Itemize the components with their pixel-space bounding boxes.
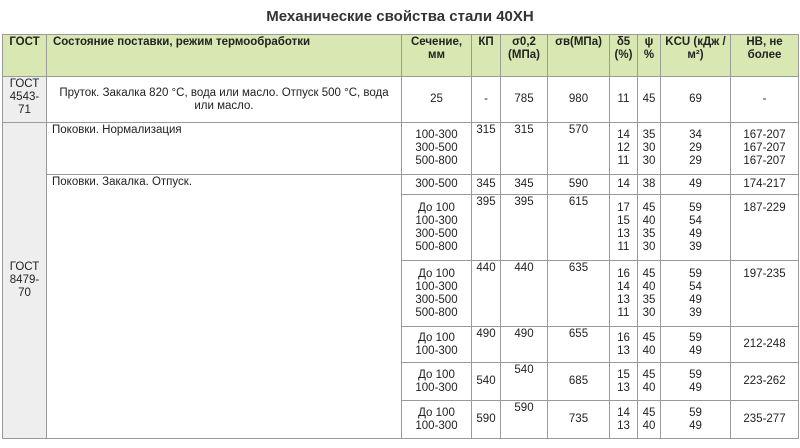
d5-value: 11	[617, 155, 630, 167]
psi-value: 35	[642, 129, 656, 141]
s02-cell: 315	[501, 123, 548, 175]
kcu-value: 59	[689, 406, 702, 419]
d5-cell: 14	[610, 175, 638, 195]
d5-value: 12	[617, 142, 630, 154]
d5-value: 11	[617, 306, 630, 319]
hb-cell: 223-262	[731, 363, 799, 401]
section-value: 500-800	[415, 155, 458, 167]
kcu-cell	[661, 401, 731, 439]
psi-value: 30	[642, 240, 656, 253]
section-value: 100-300	[415, 344, 458, 357]
header-psi: ψ %	[638, 35, 661, 77]
d5-cell	[610, 261, 638, 327]
kcu-value: 59	[689, 368, 702, 381]
s02-cell: 785	[501, 77, 548, 123]
s02-cell: 345	[501, 175, 548, 195]
section-cell	[402, 261, 472, 327]
hb-value: 167-207	[743, 129, 786, 141]
d5-cell	[610, 363, 638, 401]
psi-value: 45	[642, 267, 656, 280]
section-cell	[402, 401, 472, 439]
psi-cell: 45	[638, 77, 661, 123]
section-cell	[402, 195, 472, 261]
psi-value: 30	[642, 142, 656, 154]
kp-cell: 345	[472, 175, 501, 195]
kp-cell: 440	[472, 261, 501, 327]
psi-value: 40	[642, 381, 656, 394]
section-value: 500-800	[415, 306, 458, 319]
d5-value: 17	[617, 201, 630, 214]
d5-cell: 11	[610, 77, 638, 123]
kcu-value: 49	[689, 344, 702, 357]
kp-cell: 490	[472, 327, 501, 363]
header-gost: ГОСТ	[3, 35, 47, 77]
sb-cell: 735	[548, 401, 610, 439]
d5-value: 13	[617, 419, 630, 432]
section-value: 500-800	[415, 240, 458, 253]
kcu-value: 39	[689, 240, 702, 253]
psi-cell: 38	[638, 175, 661, 195]
kcu-value: 59	[689, 201, 702, 214]
psi-value: 45	[642, 331, 656, 344]
sb-cell: 615	[548, 195, 610, 261]
s02-cell: 590	[501, 401, 548, 439]
psi-cell	[638, 123, 661, 175]
sb-cell: 685	[548, 363, 610, 401]
condition-cell: Поковки. Закалка. Отпуск.	[47, 175, 402, 439]
kp-cell: 315	[472, 123, 501, 175]
header-sb: σв(МПа)	[548, 35, 610, 77]
d5-value: 14	[617, 129, 630, 141]
d5-value: 14	[617, 280, 630, 293]
psi-cell	[638, 327, 661, 363]
hb-cell: 212-248	[731, 327, 799, 363]
psi-value: 45	[642, 201, 656, 214]
kcu-cell: 49	[661, 175, 731, 195]
section-value: 300-500	[415, 142, 458, 154]
kcu-value: 29	[689, 142, 702, 154]
section-value: До 100	[418, 201, 455, 214]
psi-cell	[638, 401, 661, 439]
table-title: Механические свойства стали 40ХН	[266, 8, 534, 25]
kcu-value: 49	[689, 381, 702, 394]
hb-cell: 235-277	[731, 401, 799, 439]
kcu-value: 39	[689, 306, 702, 319]
header-hb: HB, не более	[731, 35, 799, 77]
kcu-value: 59	[689, 267, 702, 280]
kp-cell: 540	[472, 363, 501, 401]
kcu-value: 29	[689, 155, 702, 167]
section-cell	[402, 363, 472, 401]
section-cell: 300-500	[402, 175, 472, 195]
section-value: 100-300	[415, 381, 458, 394]
psi-value: 40	[642, 280, 656, 293]
kcu-cell	[661, 195, 731, 261]
kcu-cell	[661, 363, 731, 401]
header-section: Сечение, мм	[402, 35, 472, 77]
kcu-cell	[661, 327, 731, 363]
section-value: 100-300	[415, 214, 458, 227]
psi-cell	[638, 195, 661, 261]
psi-value: 30	[642, 155, 656, 167]
psi-value: 35	[642, 227, 656, 240]
header-row	[3, 35, 799, 77]
table-row	[3, 175, 799, 195]
psi-value: 45	[642, 406, 656, 419]
psi-cell	[638, 363, 661, 401]
d5-cell	[610, 401, 638, 439]
psi-value: 40	[642, 214, 656, 227]
hb-cell: 187-229	[731, 195, 799, 261]
section-cell	[402, 123, 472, 175]
kcu-value: 49	[689, 227, 702, 240]
psi-value: 40	[642, 419, 656, 432]
psi-value: 30	[642, 306, 656, 319]
d5-value: 13	[617, 227, 630, 240]
sb-cell: 570	[548, 123, 610, 175]
sb-cell: 980	[548, 77, 610, 123]
sb-cell: 590	[548, 175, 610, 195]
kcu-cell: 69	[661, 77, 731, 123]
d5-value: 16	[617, 331, 630, 344]
sb-cell: 655	[548, 327, 610, 363]
kcu-value: 59	[689, 331, 702, 344]
section-cell	[402, 327, 472, 363]
d5-cell	[610, 123, 638, 175]
s02-cell: 490	[501, 327, 548, 363]
condition-cell: Поковки. Нормализация	[47, 123, 402, 175]
hb-value: 167-207	[743, 155, 786, 167]
kcu-cell	[661, 123, 731, 175]
d5-value: 11	[617, 240, 630, 253]
d5-value: 13	[617, 344, 630, 357]
d5-value: 16	[617, 267, 630, 280]
d5-value: 14	[617, 406, 630, 419]
kcu-value: 54	[689, 280, 702, 293]
hb-cell: 197-235	[731, 261, 799, 327]
gost-cell: ГОСТ 4543-71	[3, 77, 47, 123]
psi-cell	[638, 261, 661, 327]
psi-value: 45	[642, 368, 656, 381]
header-d5: δ5 (%)	[610, 35, 638, 77]
section-value: 300-500	[415, 227, 458, 240]
properties-table	[2, 34, 799, 439]
kcu-value: 54	[689, 214, 702, 227]
d5-value: 13	[617, 293, 630, 306]
header-kp: КП	[472, 35, 501, 77]
hb-cell: 174-217	[731, 175, 799, 195]
kcu-value: 34	[689, 129, 702, 141]
section-value: 300-500	[415, 293, 458, 306]
kp-cell: 395	[472, 195, 501, 261]
section-value: 100-300	[415, 419, 458, 432]
hb-cell: -	[731, 77, 799, 123]
header-kcu: KCU (кДж / м²)	[661, 35, 731, 77]
section-value: До 100	[418, 267, 455, 280]
kcu-value: 49	[689, 293, 702, 306]
hb-value: 167-207	[743, 142, 786, 154]
header-condition: Состояние поставки, режим термообработки	[47, 35, 402, 77]
kp-cell: -	[472, 77, 501, 123]
kcu-value: 49	[689, 419, 702, 432]
d5-value: 15	[617, 368, 630, 381]
section-value: До 100	[418, 406, 455, 419]
d5-cell	[610, 195, 638, 261]
d5-value: 13	[617, 381, 630, 394]
condition-cell: Пруток. Закалка 820 °С, вода или масло. Отпуск 500 °С, вода или масло.	[47, 77, 402, 123]
section-value: До 100	[418, 368, 455, 381]
section-value: До 100	[418, 331, 455, 344]
kp-cell: 590	[472, 401, 501, 439]
table-row	[3, 123, 799, 175]
section-value: 100-300	[415, 129, 458, 141]
psi-value: 35	[642, 293, 656, 306]
kcu-cell	[661, 261, 731, 327]
s02-cell: 395	[501, 195, 548, 261]
hb-cell	[731, 123, 799, 175]
d5-value: 15	[617, 214, 630, 227]
d5-cell	[610, 327, 638, 363]
gost-cell: ГОСТ 8479-70	[3, 123, 47, 439]
s02-cell: 440	[501, 261, 548, 327]
sb-cell: 635	[548, 261, 610, 327]
table-row	[3, 77, 799, 123]
section-value: 100-300	[415, 280, 458, 293]
header-s02: σ0,2 (МПа)	[501, 35, 548, 77]
section-cell: 25	[402, 77, 472, 123]
psi-value: 40	[642, 344, 656, 357]
s02-cell: 540	[501, 363, 548, 401]
